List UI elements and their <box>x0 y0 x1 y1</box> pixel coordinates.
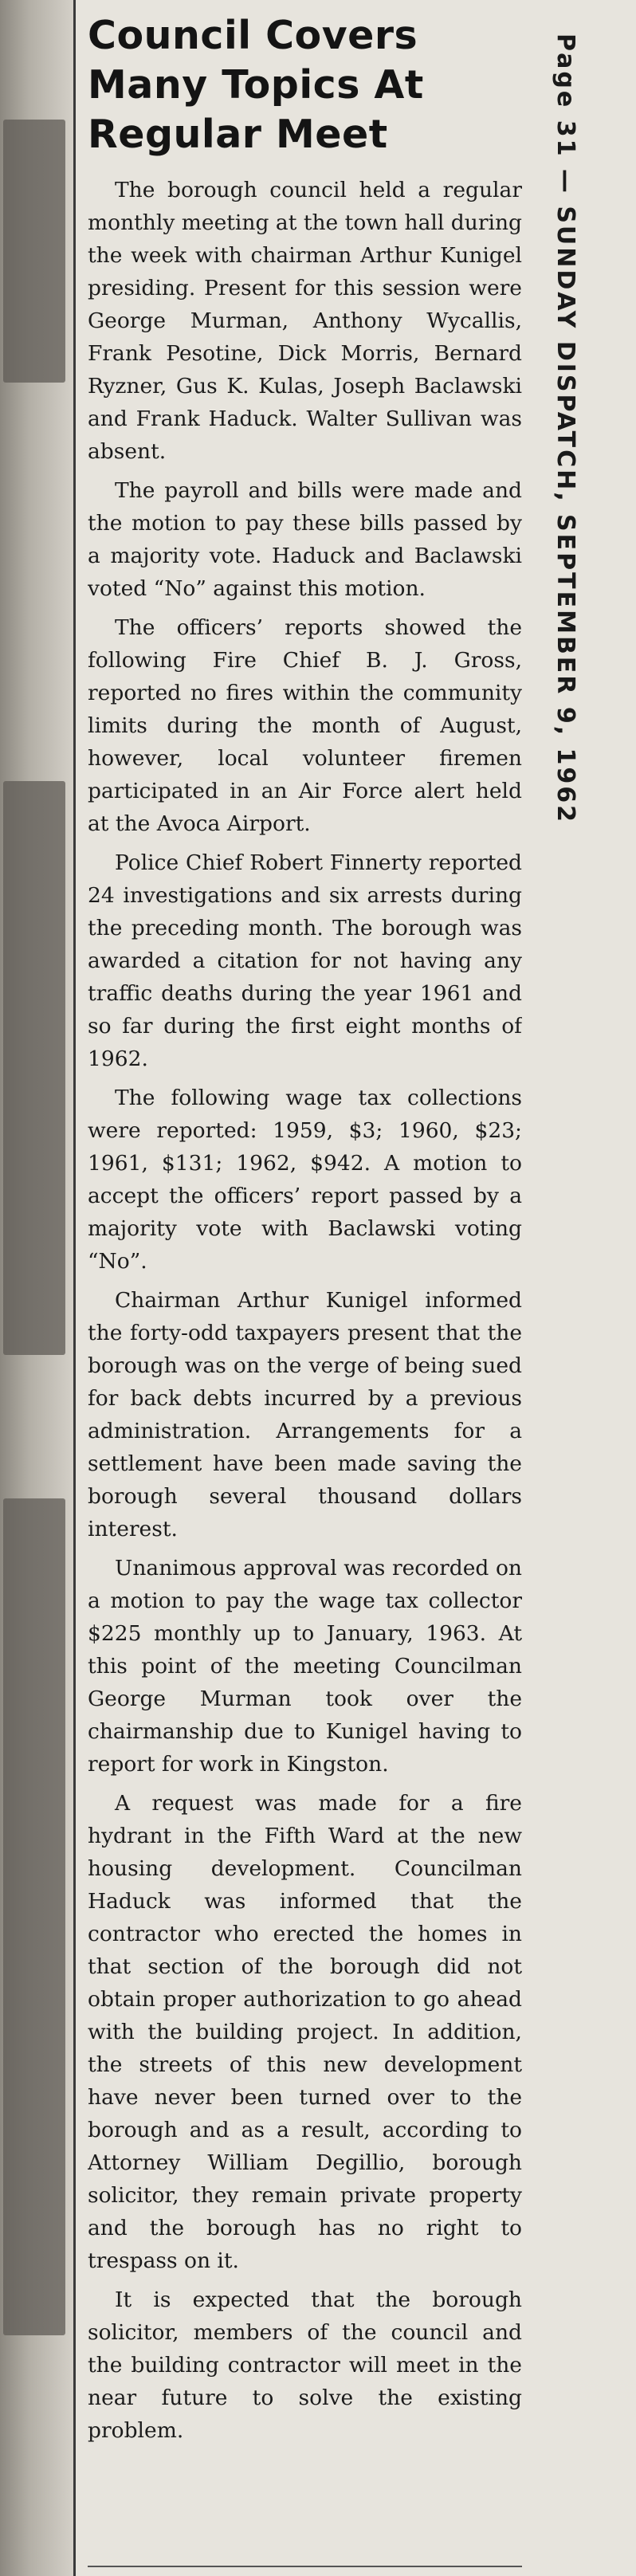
article-paragraph: A request was made for a fire hydrant in the Fifth Ward at the new housing development. Councilman Haduck was informed that the contractor who erected the homes in that section of the borough did not obtain proper authorization to go ahead with the building project. In addition, the streets of this new development have never been turned over to the borough and as a result, according to Attorney William Degillio, borough solicitor, they remain private property and the borough has no right to trespass on it. <box>88 1791 522 2273</box>
adjacent-photo <box>3 120 65 383</box>
article-paragraph: The following wage tax collections were reported: 1959, $3; 1960, $23; 1961, $131; 1962, $942. A motion to accept the officers’ report passed by a majority vote with Baclawski voting “No”. <box>88 1086 522 1274</box>
article-paragraph: The payroll and bills were made and the motion to pay these bills passed by a majority vote. Haduck and Baclawski voted “No” against this motion. <box>88 478 522 601</box>
article-paragraph: The officers’ reports showed the following Fire Chief B. J. Gross, reported no fires within the community limits during the month of August, however, local volunteer firemen participated in an Air Force alert held at the Avoca Airport. <box>88 615 522 836</box>
page-dateline: Page 31 — SUNDAY DISPATCH, SEPTEMBER 9, 1962 <box>552 33 579 825</box>
article-paragraph: It is expected that the borough solicitor, members of the council and the building contractor will meet in the near future to solve the existing problem. <box>88 2287 522 2443</box>
column-rule <box>73 0 76 2576</box>
adjacent-photo <box>3 781 65 1355</box>
adjacent-photo <box>3 1498 65 2335</box>
article-paragraph: The borough council held a regular monthly meeting at the town hall during the week with chairman Arthur Kunigel presiding. Present for this session were George Murman, Anthony Wycallis, Frank Pesotine, Dick Morris, Bernard Ryzner, Gus K. Kulas, Joseph Baclawski and Frank Haduck. Walter Sullivan was absent. <box>88 178 522 464</box>
adjacent-column-strip <box>0 0 73 2576</box>
headline: Council Covers Many Topics At Regular Meet <box>88 13 424 157</box>
bottom-rule <box>88 2566 522 2567</box>
article-paragraph: Police Chief Robert Finnerty reported 24 investigations and six arrests during the preceding month. The borough was awarded a citation for not having any traffic deaths during the year 1961 and so far during the first eight months of 1962. <box>88 850 522 1071</box>
article-paragraph: Unanimous approval was recorded on a motion to pay the wage tax collector $225 monthly up to January, 1963. At this point of the meeting Councilman George Murman took over the chairmanship due to Kunigel having to report for work in Kingston. <box>88 1556 522 1777</box>
article <box>88 11 522 2566</box>
article-paragraph: Chairman Arthur Kunigel informed the forty-odd taxpayers present that the borough was on the verge of being sued for back debts incurred by a previous administration. Arrangements for a settlement have been made saving the borough several thousand dollars interest. <box>88 1288 522 1541</box>
